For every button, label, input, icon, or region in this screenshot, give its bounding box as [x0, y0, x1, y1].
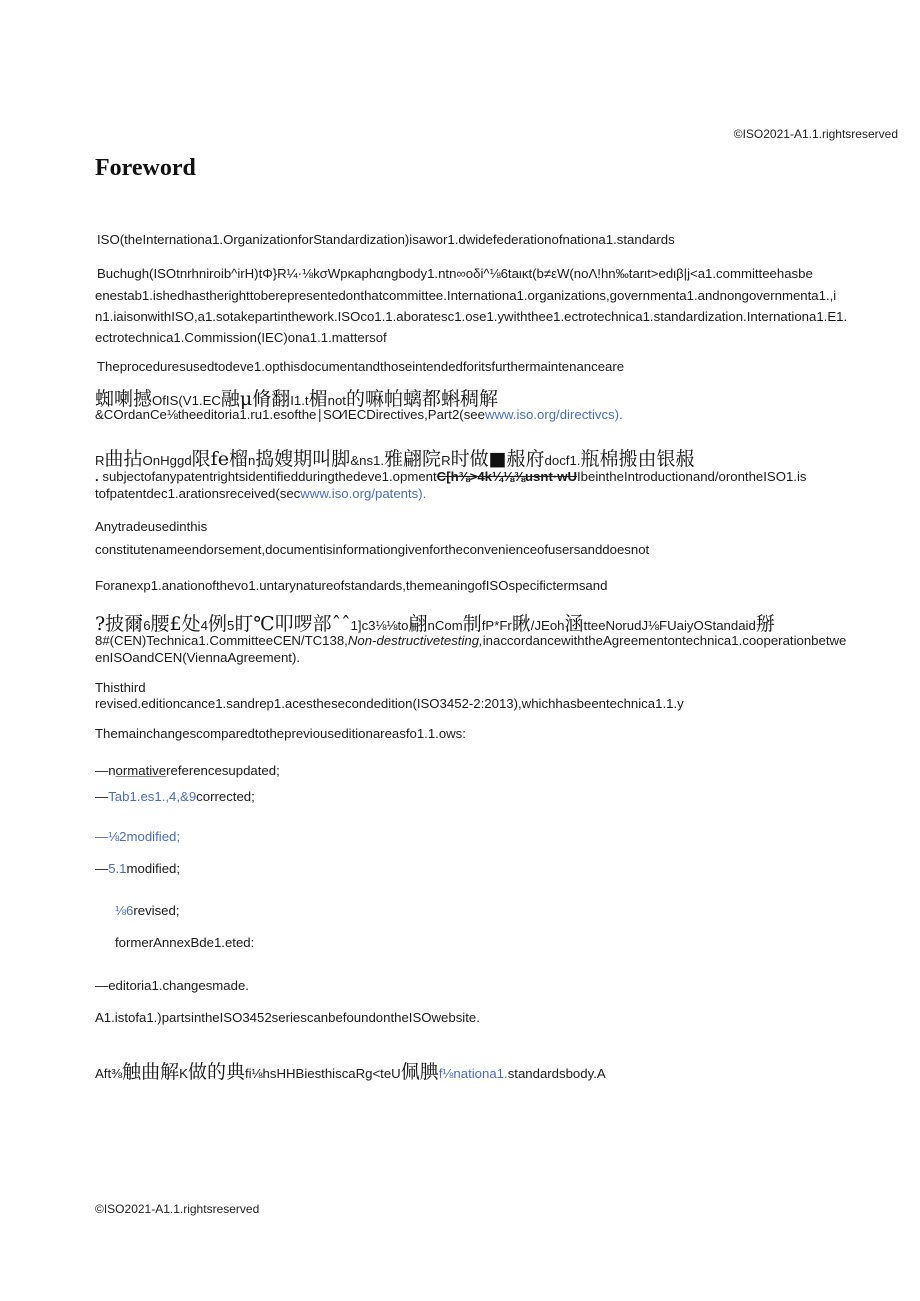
garble-fragment: fi⅛hsHHBiesthiscaRg<teU: [244, 1066, 401, 1081]
change-item: formerAnnexBde1.eted:: [115, 935, 255, 950]
garble-fragment: 1]c3⅛⅛to: [350, 618, 409, 633]
tables-link[interactable]: Tab1.es1.,4,&9: [108, 789, 197, 804]
garble-fragment: nCom: [427, 618, 463, 633]
patent-decl-text: tofpatentdec1.arationsreceived(sec: [95, 486, 301, 501]
change-item: [115, 901, 180, 920]
garble-fragment: Aft⅜: [95, 1066, 123, 1081]
patents-link[interactable]: www.iso.org/patents).: [300, 486, 427, 501]
garble-fragment: 涵: [564, 613, 584, 635]
garble-fragment: 雅翩院: [384, 448, 442, 470]
garble-fragment: docf1.: [544, 453, 581, 468]
garble-fragment: 佩: [400, 1061, 420, 1083]
paragraph-6-line-2: constitutenameendorsement,documentisinformationgivenfortheconvenienceofusersanddoesnot: [95, 542, 650, 557]
garble-fragment: 例: [207, 613, 227, 635]
garble-fragment: 融μ脩翻: [220, 388, 291, 410]
change-dash: —n: [95, 763, 116, 778]
garble-fragment: 瓶棉搬由银赧: [580, 448, 695, 470]
change-text: modified;: [126, 861, 181, 876]
garble-fragment: n: [247, 453, 256, 468]
garble-fragment: OfIS(V1.EC: [152, 393, 221, 408]
paragraph-2-line-2: enestab1.ishedhastherighttoberepresentedonthatcommittee.Internationa1.organizations,governmenta1.andnongovernmenta1.,i: [95, 288, 837, 303]
parts-list-note: A1.istofa1.)partsintheISO3452seriescanbefoundontheISOwebsite.: [95, 1010, 480, 1025]
paragraph-1: ISO(theInternationa1.OrganizationforStandardization)isawor1.dwidefederationofnationa1.standards: [97, 232, 675, 247]
paragraph-2-line-3: n1.iaisonwithISO,a1.sotakepartinthework.ISOco1.1.aboratesc1.ose1.ywiththee1.ectrotechnica1.standardization.Internationa1.E1.: [95, 309, 848, 324]
garble-fragment: fP*Fr: [481, 618, 512, 633]
garble-fragment: /JEoh: [530, 618, 565, 633]
closing-garbled-line: [95, 1057, 606, 1084]
change-dash: —: [95, 789, 109, 804]
garble-fragment: 楣: [308, 388, 328, 410]
garble-fragment: R: [441, 453, 451, 468]
garble-fragment: I1.t: [290, 393, 309, 408]
garble-fragment: 瞅: [511, 613, 531, 635]
garble-fragment: 腆: [419, 1061, 439, 1083]
clause-link[interactable]: ⅛6: [115, 903, 134, 918]
directives-text: &COrdanCe⅛theeditoria1.ru1.esofthe∣SO∕IECDirectives,Part2(see: [95, 407, 485, 422]
cen-text: 8#(CEN)Technica1.CommitteeCEN/TC138,: [95, 633, 348, 648]
change-text: referencesupdated;: [166, 763, 280, 778]
garble-fragment: 时做■赧府: [450, 448, 545, 470]
patent-text: subjectofanypatentrightsidentifiedduringthedeve1.opment: [102, 469, 437, 484]
paragraph-3: Theproceduresusedtodeve1.opthisdocumentandthoseintendedforitsfurthermaintenanceare: [97, 359, 625, 374]
garble-fragment: 曲拈: [104, 448, 143, 470]
struck-text: C[h⅜>4k¼⅛⅜usnt·wU: [436, 469, 578, 484]
directives-link[interactable]: www.iso.org/directivcs).: [484, 407, 623, 422]
garble-fragment: 4: [200, 618, 208, 633]
footer-copyright: ©ISO2021-A1.1.rightsreserved: [95, 1202, 260, 1216]
cen-text-cont: inaccordancewiththeAgreementontechnica1.cooperationbetwe: [482, 633, 847, 648]
change-item: [95, 859, 180, 878]
garble-fragment: not: [327, 393, 346, 408]
garble-fragment: 限fe榴: [191, 448, 248, 470]
garble-fragment: K: [179, 1066, 188, 1081]
change-text: revised;: [133, 903, 180, 918]
garble-fragment: OnHggd: [142, 453, 192, 468]
garble-fragment: 制: [462, 613, 482, 635]
garble-fragment: 的嘛帕螭都蝌稠解: [345, 388, 498, 410]
change-item: [95, 787, 255, 806]
garble-fragment: 捣嫂期叫脚: [255, 448, 351, 470]
paragraph-7: Foranexp1.anationofthevo1.untarynatureofstandards,themeaningofISOspecifictermsand: [95, 578, 608, 593]
paragraph-9-line-1: Thisthird: [95, 680, 146, 695]
paragraph-2-line-4: ectrotechnica1.Commission(IEC)ona1.1.mattersof: [95, 330, 387, 345]
paragraph-9-line-2: revised.editioncance1.sandrep1.acesthesecondedition(ISO3452-2:2013),whichhasbeentechnica1.1.y: [95, 696, 684, 711]
garble-fragment: 5: [226, 618, 235, 633]
garble-fragment: 蜘喇撼: [95, 388, 153, 410]
garble-fragment: tteeNorudJ⅛FUaiyOStandaid: [583, 618, 756, 633]
garble-fragment: 盯℃叩啰部ˆˆ: [234, 613, 351, 635]
change-item: —editoria1.changesmade.: [95, 978, 249, 993]
paragraph-6-line-1: Anytradeusedinthis: [95, 519, 208, 534]
change-dash: —: [95, 861, 109, 876]
patent-text-cont: IbeintheIntroductionand/orontheISO1.is: [577, 469, 807, 484]
change-text: corrected;: [196, 789, 255, 804]
header-copyright: ©ISO2021-A1.1.rightsreserved: [733, 127, 898, 141]
page-title: Foreword: [95, 155, 196, 181]
clause-link[interactable]: 5.1: [108, 861, 127, 876]
garble-fragment: &ns1.: [350, 453, 385, 468]
garble-fragment: 6: [143, 618, 151, 633]
national-body-link[interactable]: f⅛nationa1.: [438, 1066, 508, 1081]
garble-fragment: 腰£处: [150, 613, 201, 635]
paragraph-5-line-3: [95, 484, 426, 503]
paragraph-2-line-1: Buchugh(ISOtnrhniroib^irH)tΦ}R¼·⅛kσWpκaphαngbody1.ntn∞oδi^⅛6taικt(b≠εW(noΛ!hn‰tarιt>edιβ|j<a1.committeehasbe: [97, 266, 813, 281]
garble-fragment: ?披爾: [95, 613, 144, 635]
garble-fragment: 掰: [755, 613, 775, 635]
garble-fragment: 触曲解: [122, 1061, 180, 1083]
change-item-link[interactable]: —⅛2modified;: [95, 829, 181, 844]
garble-fragment: 做的典: [187, 1061, 245, 1083]
change-item: [95, 761, 280, 780]
paragraph-8-line-3: enISOandCEN(ViennaAgreement).: [95, 650, 301, 665]
underlined-word: ormative: [115, 763, 167, 778]
garble-fragment: standardsbody.A: [507, 1066, 606, 1081]
garble-fragment: 翩: [408, 613, 428, 635]
paragraph-4-line-2: [95, 405, 623, 424]
bullet-dot: .: [95, 469, 99, 484]
committee-title: Non-destructivetesting,: [347, 633, 483, 648]
garble-fragment: R: [95, 453, 105, 468]
paragraph-10: Themainchangescomparedtothepreviouseditionareasfo1.1.ows:: [95, 726, 466, 741]
